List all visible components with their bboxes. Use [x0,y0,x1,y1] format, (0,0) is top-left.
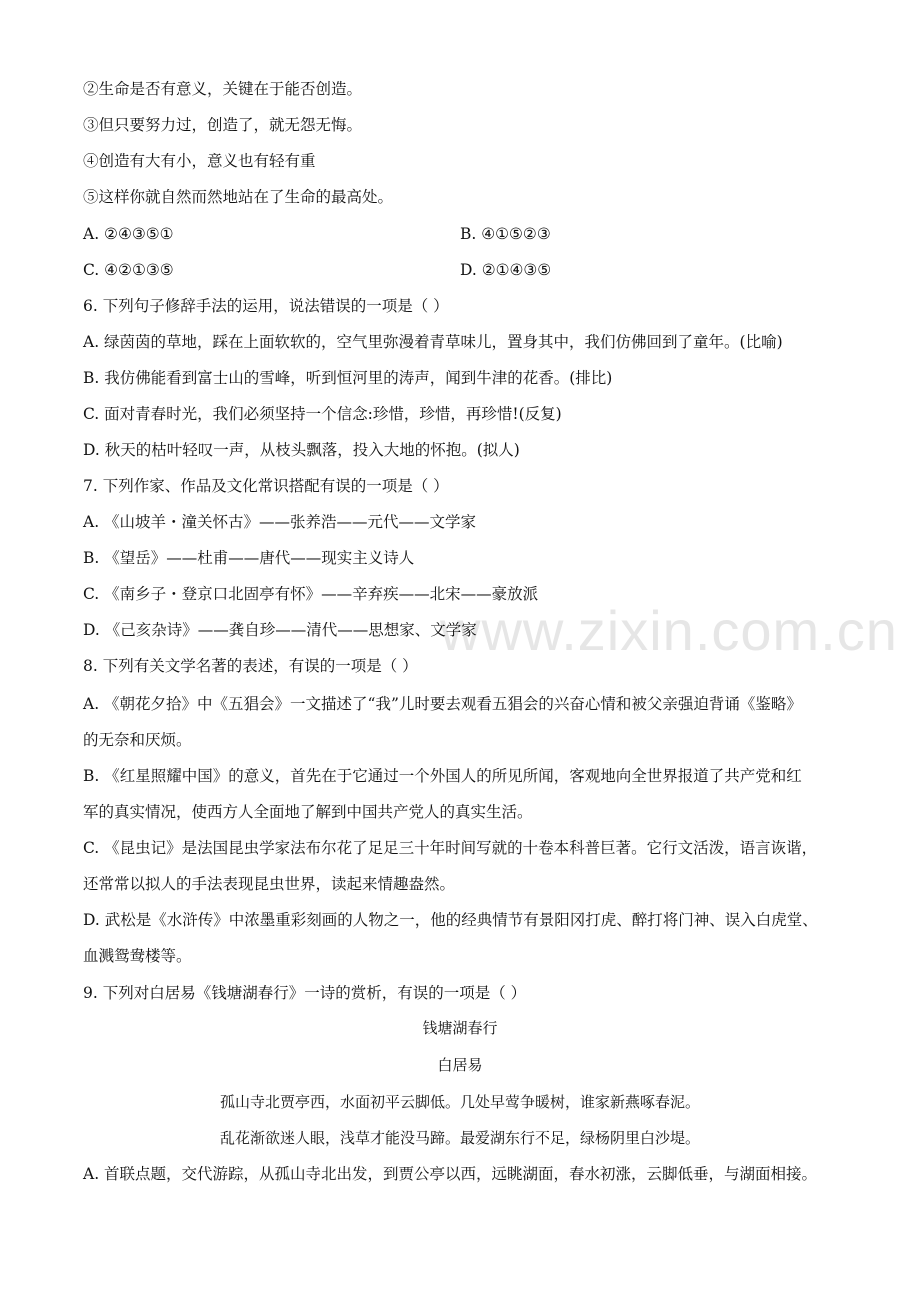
q7-option-b: B. 《望岳》——杜甫——唐代——现实主义诗人 [83,549,415,567]
q6-option-a: A. 绿茵茵的草地，踩在上面软软的，空气里弥漫着青草味儿，置身其中，我们仿佛回到了童年。(比喻) [83,333,783,351]
q8-option-b-line2: 军的真实情况，使西方人全面地了解到中国共产党人的真实生活。 [83,803,533,821]
q5-option-a: A. ②④③⑤① [83,225,174,243]
q6-stem: 6. 下列句子修辞手法的运用，说法错误的一项是（ ） [83,297,449,315]
q6-option-d: D. 秋天的枯叶轻叹一声，从枝头飘落，投入大地的怀抱。(拟人) [83,441,520,459]
sentence-2: ②生命是否有意义，关键在于能否创造。 [83,80,363,98]
q8-option-a-line2: 的无奈和厌烦。 [83,731,192,749]
q9-stem: 9. 下列对白居易《钱塘湖春行》一诗的赏析，有误的一项是（ ） [83,984,527,1002]
q8-option-d-line2: 血溅鸳鸯楼等。 [83,947,192,965]
poem-author: 白居易 [437,1056,483,1074]
watermark: www.zixin.com.cn [440,599,898,662]
q5-option-c: C. ④②①③⑤ [83,261,174,279]
q5-option-b: B. ④①⑤②③ [460,225,551,243]
q6-option-c: C. 面对青春时光，我们必须坚持一个信念:珍惜，珍惜，再珍惜!(反复) [83,405,562,423]
sentence-5: ⑤这样你就自然而然地站在了生命的最高处。 [83,188,394,206]
q8-option-a-line1: A. 《朝花夕拾》中《五猖会》一文描述了“我”儿时要去观看五猖会的兴奋心情和被父亲强迫背诵《鉴略》 [83,695,802,713]
q7-option-c: C. 《南乡子・登京口北固亭有怀》——辛弃疾——北宋——豪放派 [83,585,539,603]
sentence-3: ③但只要努力过，创造了，就无怨无悔。 [83,116,363,134]
sentence-4: ④创造有大有小，意义也有轻有重 [83,152,316,170]
q9-option-a: A. 首联点题，交代游踪，从孤山寺北出发，到贾公亭以西，远眺湖面，春水初涨，云脚低垂，与湖面相接。 [83,1165,818,1183]
q8-option-c-line2: 还常常以拟人的手法表现昆虫世界，读起来情趣盎然。 [83,875,456,893]
q6-option-b: B. 我仿佛能看到富士山的雪峰，听到恒河里的涛声，闻到牛津的花香。(排比) [83,369,613,387]
q7-stem: 7. 下列作家、作品及文化常识搭配有误的一项是（ ） [83,477,449,495]
q7-option-d: D. 《己亥杂诗》——龚自珍——清代——思想家、文学家 [83,621,477,639]
q8-stem: 8. 下列有关文学名著的表述，有误的一项是（ ） [83,657,418,675]
poem-title: 钱塘湖春行 [422,1019,498,1037]
q8-option-d-line1: D. 武松是《水浒传》中浓墨重彩刻画的人物之一，他的经典情节有景阳冈打虎、醉打将门神、误入白虎堂、 [83,911,818,929]
q7-option-a: A. 《山坡羊・潼关怀古》——张养浩——元代——文学家 [83,513,477,531]
poem-line-2: 乱花渐欲迷人眼，浅草才能没马蹄。最爱湖东行不足，绿杨阴里白沙堤。 [219,1129,700,1147]
q8-option-c-line1: C. 《昆虫记》是法国昆虫学家法布尔花了足足三十年时间写就的十卷本科普巨著。它行文活泼，语言诙谐， [83,839,818,857]
q5-option-d: D. ②①④③⑤ [460,261,552,279]
q8-option-b-line1: B. 《红星照耀中国》的意义，首先在于它通过一个外国人的所见所闻，客观地向全世界报道了共产党和红 [83,767,802,785]
poem-line-1: 孤山寺北贾亭西，水面初平云脚低。几处早莺争暖树，谁家新燕啄春泥。 [219,1093,700,1111]
